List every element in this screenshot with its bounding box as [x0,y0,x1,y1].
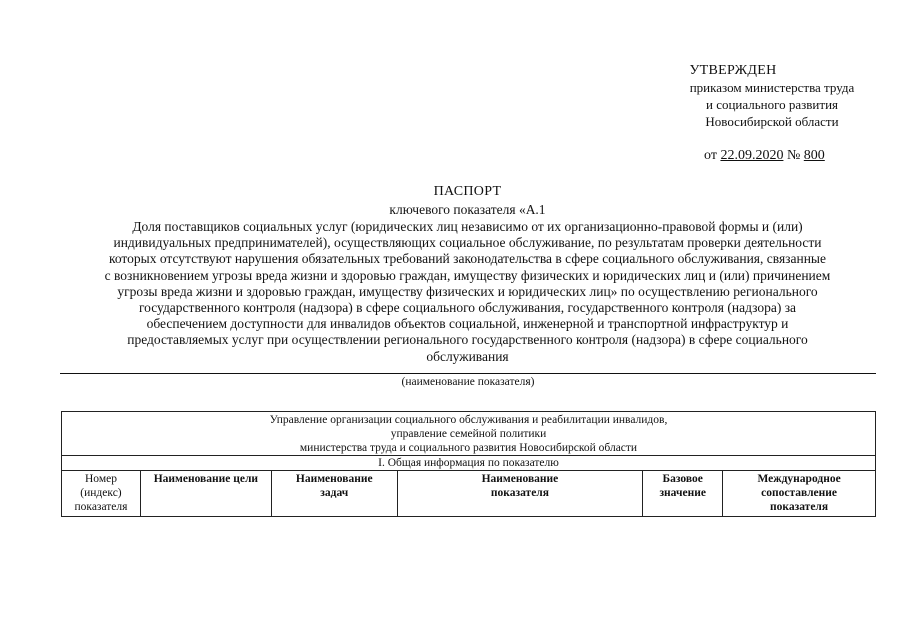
header-text: Номер [84,473,117,485]
passport-table [61,411,876,517]
header-base-value [643,471,723,517]
header-text: показателя [770,501,829,513]
table-row [62,456,876,471]
header-text: задач [320,487,349,499]
indicator-line: угрозы вреда жизни и здоровью граждан, имуществу физических и юридических лиц» по осуществлению регионального [117,283,818,299]
responsible-department-cell [62,412,876,456]
indicator-name [60,219,875,365]
header-text: показателя [74,501,128,513]
header-text: Наименование цели [153,473,259,485]
indicator-subtitle: ключевого показателя «А.1 [389,202,546,217]
header-text: Наименование [295,473,373,485]
document-title: ПАСПОРТ [433,184,502,199]
indicator-line: предоставляемых услуг при осуществлении регионального государственного контроля (надзора) в сфере социального [127,332,808,348]
header-indicator-name [397,471,643,517]
indicator-line: государственного контроля (надзора) в сфере социального обслуживания, государственного контроля (надзора) за [138,300,797,316]
order-reference [704,148,825,164]
approval-line-3: Новосибирской области [705,114,839,129]
department-line: министерства труда и социального развития Новосибирской области [299,442,638,454]
indicator-line: индивидуальных предпринимателей), осуществляющих социальное обслуживание, по результатам проверки деятельности [113,235,822,251]
order-date: 22.09.2020 [720,148,784,163]
header-indicator-number [62,471,141,517]
header-text: Наименование [481,473,559,485]
header-text: (индекс) [80,487,122,499]
table-row [62,412,876,456]
indicator-line: обеспечением доступности для инвалидов объектов социальной, инженерной и транспортной инфраструктур и [146,316,789,332]
indicator-line: Доля поставщиков социальных услуг (юридических лиц независимо от их организационно-правовой формы и (или) [132,219,803,234]
header-text: значение [659,487,706,499]
name-underline [60,373,876,374]
header-text: Международное [757,473,841,485]
header-tasks-name [271,471,397,517]
indicator-line: обслуживания [426,348,509,364]
indicator-line: которых отсутствуют нарушения обязательных требований законодательства в сфере социального обслуживания, связанные [108,251,826,267]
header-text: сопоставление [761,487,837,499]
order-prefix: от [704,148,721,163]
table-header-row [62,471,876,517]
name-caption: (наименование показателя) [401,376,535,388]
approval-line-2: и социального развития [705,97,839,112]
header-text: Базовое [662,473,703,485]
header-goal-name [140,471,271,517]
approval-stamp [672,62,872,130]
approval-line-1: приказом министерства труда [689,80,855,95]
order-number: 800 [803,148,825,163]
approved-title: УТВЕРЖДЕН [689,63,777,78]
section-title-cell: I. Общая информация по показателю [62,456,876,471]
indicator-line: с возникновением угрозы вреда жизни и здоровью граждан, имуществу физических и юридических лиц и (или) причинением [104,267,831,283]
department-line: Управление организации социального обслуживания и реабилитации инвалидов, [269,414,668,426]
header-text: показателя [490,487,549,499]
header-international-comparison [723,471,876,517]
department-line: управление семейной политики [390,428,547,440]
order-number-sign: № [783,148,804,163]
